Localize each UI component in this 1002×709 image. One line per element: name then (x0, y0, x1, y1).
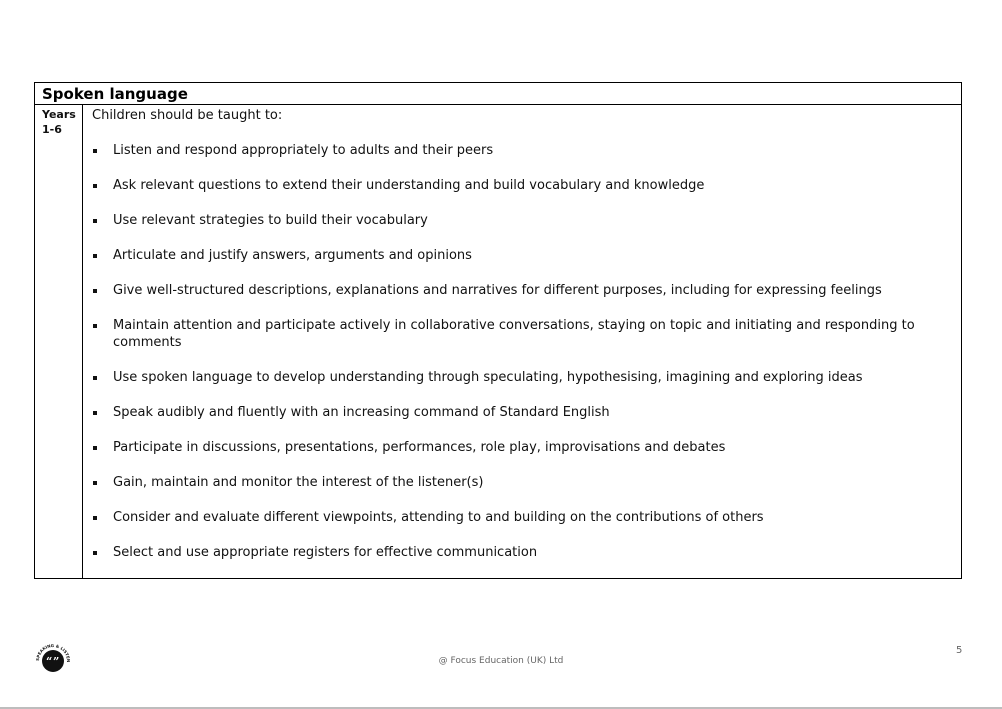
square-bullet-icon (93, 324, 97, 328)
list-item (92, 369, 955, 386)
list-item (92, 317, 955, 351)
list-item-text: Use spoken language to develop understanding through speculating, hypothesising, imagining and exploring ideas (113, 370, 863, 385)
years-label: Years (42, 108, 76, 121)
square-bullet-icon (93, 149, 97, 153)
list-item-text: Give well-structured descriptions, explanations and narratives for different purposes, including for expressing feelings (113, 283, 882, 298)
list-item (92, 439, 955, 456)
list-item (92, 247, 955, 264)
years-cell (35, 105, 83, 578)
svg-text:“: “ (46, 655, 53, 668)
list-item-text: Gain, maintain and monitor the interest of the listener(s) (113, 475, 484, 490)
list-item (92, 404, 955, 421)
list-item-text: Use relevant strategies to build their vocabulary (113, 213, 428, 228)
list-item (92, 544, 955, 561)
square-bullet-icon (93, 551, 97, 555)
list-item-text: Ask relevant questions to extend their understanding and build vocabulary and knowledge (113, 178, 705, 193)
square-bullet-icon (93, 411, 97, 415)
list-item-text: Speak audibly and fluently with an increasing command of Standard English (113, 405, 610, 420)
list-item-text: Select and use appropriate registers for effective communication (113, 545, 538, 560)
list-item (92, 142, 955, 159)
square-bullet-icon (93, 219, 97, 223)
square-bullet-icon (93, 446, 97, 450)
list-item-text: Participate in discussions, presentations, performances, role play, improvisations and debates (113, 440, 726, 455)
square-bullet-icon (93, 289, 97, 293)
list-item-text: Articulate and justify answers, arguments and opinions (113, 248, 472, 263)
list-item (92, 282, 955, 299)
square-bullet-icon (93, 481, 97, 485)
objectives-list (92, 142, 955, 561)
list-item-text: Maintain attention and participate actively in collaborative conversations, staying on topic and initiating and responding to comments (113, 318, 915, 350)
square-bullet-icon (93, 516, 97, 520)
years-range: 1-6 (42, 123, 62, 136)
intro-text: Children should be taught to: (92, 108, 283, 123)
list-item (92, 177, 955, 194)
svg-text:SPEAKING & LISTENING: SPEAKING & LISTEN (34, 643, 72, 663)
spoken-language-table (34, 82, 962, 579)
square-bullet-icon (93, 254, 97, 258)
list-item (92, 509, 955, 526)
list-item-text: Consider and evaluate different viewpoints, attending to and building on the contributions of others (113, 510, 764, 525)
section-title: Spoken language (35, 83, 961, 105)
copyright-text: @ Focus Education (UK) Ltd (438, 656, 564, 666)
svg-text:”: ” (53, 655, 60, 668)
content-cell (84, 105, 961, 578)
list-item-text: Listen and respond appropriately to adults and their peers (113, 143, 494, 158)
table-body-row (35, 105, 961, 578)
list-item (92, 474, 955, 491)
square-bullet-icon (93, 184, 97, 188)
square-bullet-icon (93, 376, 97, 380)
page-number: 5 (956, 645, 963, 656)
list-item (92, 212, 955, 229)
